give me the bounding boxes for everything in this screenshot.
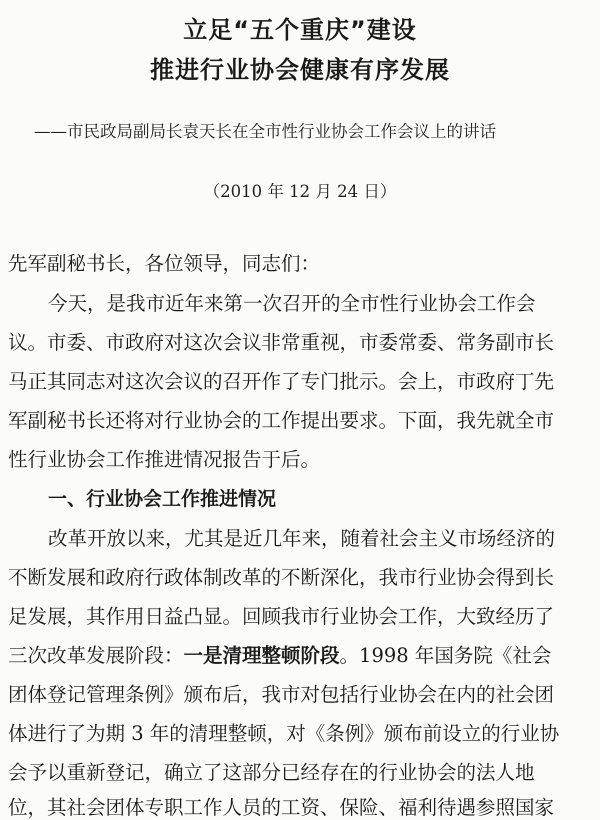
emphasized-phrase: 一是清理整顿阶段 (183, 644, 340, 667)
paragraph-line: 议。市委、市政府对这次会议非常重视，市委常委、常务副市长 (8, 331, 555, 354)
paragraph-line: 位，其社会团体专职工作人员的工资、保险、福利待遇参照国家 (8, 796, 555, 819)
paragraph-line: 马正其同志对这次会议的召开作了专门批示。会上，市政府丁先 (8, 370, 555, 393)
document-subtitle: ——市民政局副局长袁天长在全市性行业协会工作会议上的讲话 (34, 122, 496, 141)
paragraph-line: 性行业协会工作推进情况报告于后。 (8, 448, 321, 471)
section-heading: 一、行业协会工作推进情况 (48, 488, 277, 510)
document-title-line-2: 推进行业协会健康有序发展 (150, 56, 450, 84)
salutation: 先军副秘书长，各位领导，同志们： (8, 252, 321, 275)
paragraph-line: 不断发展和政府行政体制改革的不断深化，我市行业协会得到长 (8, 566, 555, 589)
paragraph-line: 改革开放以来，尤其是近几年来，随着社会主义市场经济的 (48, 527, 556, 550)
paragraph-line: 会予以重新登记，确立了这部分已经存在的行业协会的法人地 (8, 761, 535, 784)
line-text: 三次改革发展阶段： (8, 644, 184, 667)
paragraph-line (8, 640, 551, 668)
line-text: 。1998 年国务院《社会 (339, 644, 552, 667)
speech-date: （2010 年 12 月 24 日） (203, 182, 397, 201)
paragraph-line: 军副秘书长还将对行业协会的工作提出要求。下面，我先就全市 (8, 409, 555, 432)
paragraph-line: 体进行了为期 3 年的清理整顿，对《条例》颁布前设立的行业协 (8, 722, 560, 745)
paragraph-line: 今天，是我市近年来第一次召开的全市性行业协会工作会 (48, 292, 536, 315)
paragraph-line: 足发展，其作用日益凸显。回顾我市行业协会工作，大致经历了 (8, 605, 555, 628)
paragraph-line: 团体登记管理条例》颁布后，我市对包括行业协会在内的社会团 (8, 683, 555, 706)
document-title-line-1: 立足“五个重庆”建设 (183, 16, 417, 44)
